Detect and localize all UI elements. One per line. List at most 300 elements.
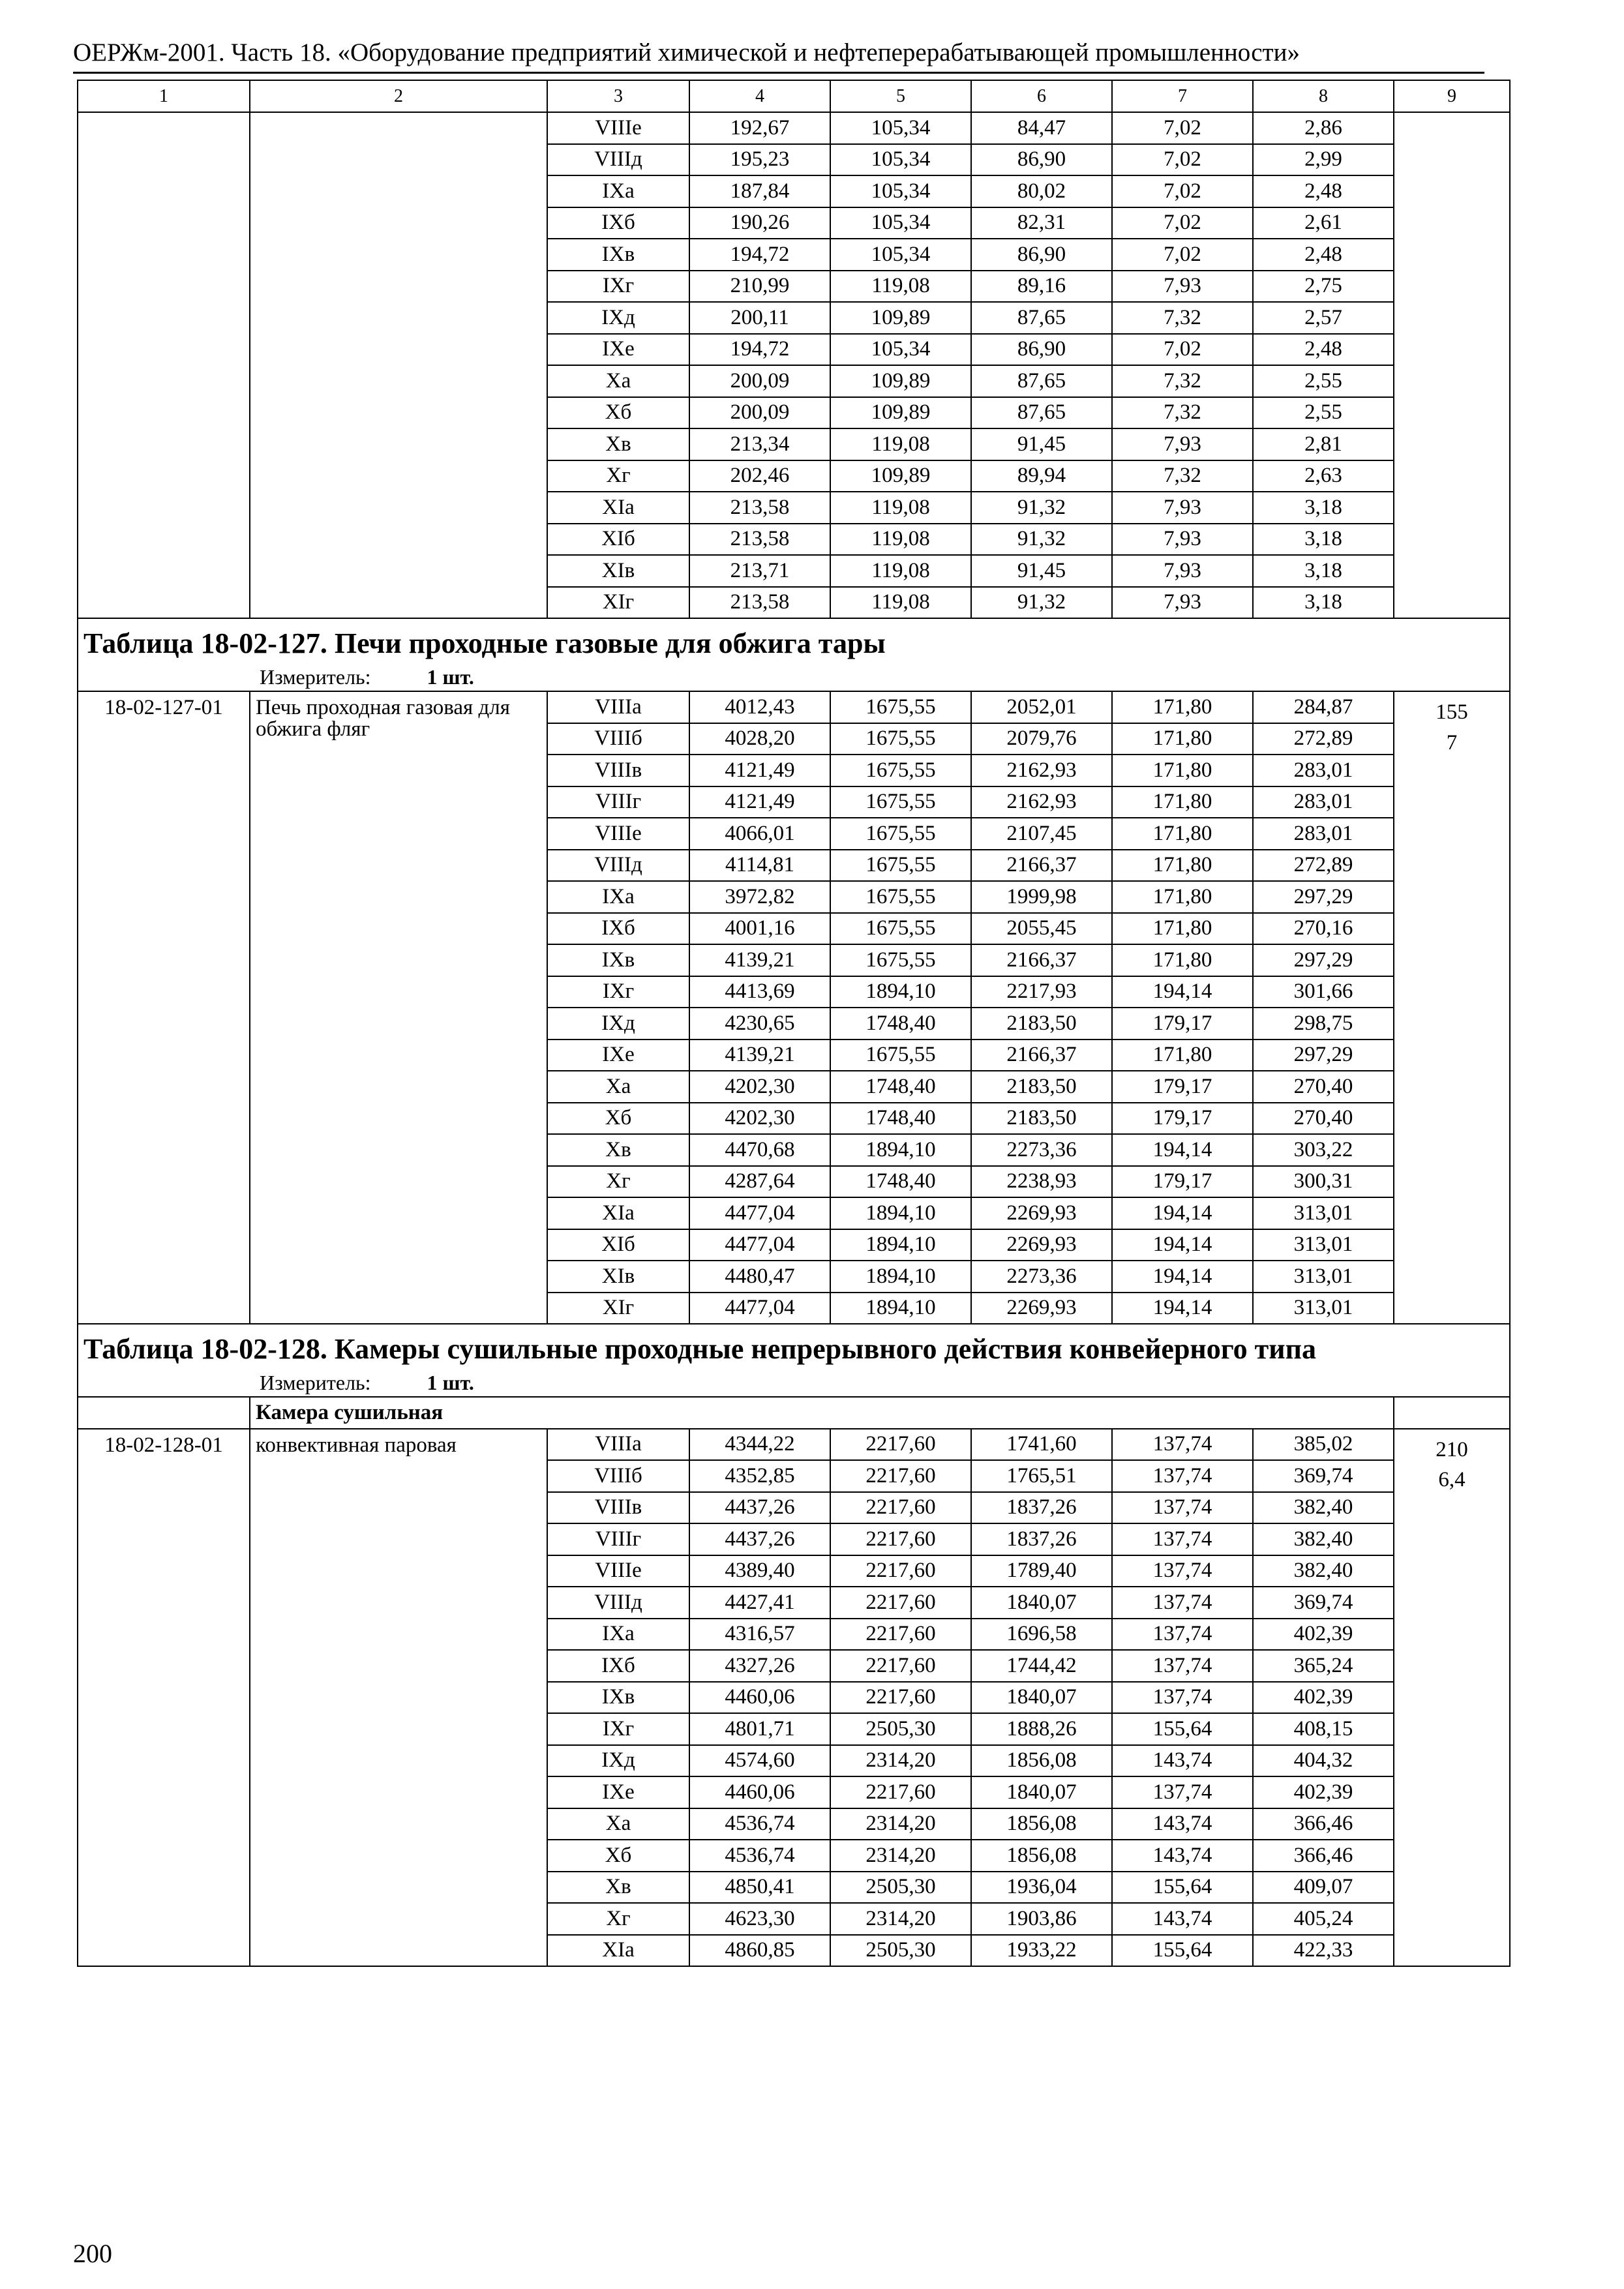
- value-cell: 4574,60: [689, 1745, 830, 1777]
- value-cell: 200,09: [689, 397, 830, 429]
- value-cell: 2,55: [1253, 365, 1394, 397]
- value-cell: 313,01: [1253, 1293, 1394, 1324]
- value-cell: 2217,60: [830, 1776, 971, 1808]
- value-cell: 4287,64: [689, 1166, 830, 1198]
- value-cell: 2183,50: [971, 1008, 1112, 1040]
- zone-cell: VIIIа: [547, 1429, 689, 1461]
- value-cell: 1675,55: [830, 818, 971, 850]
- value-cell: 2314,20: [830, 1840, 971, 1872]
- value-cell: 7,02: [1112, 144, 1253, 176]
- value-cell: 4801,71: [689, 1713, 830, 1745]
- zone-cell: Xб: [547, 1840, 689, 1872]
- value-cell: 91,45: [971, 428, 1112, 460]
- value-cell: 194,14: [1112, 1134, 1253, 1166]
- value-cell: 119,08: [830, 524, 971, 556]
- value-cell: 86,90: [971, 239, 1112, 271]
- value-cell: 2217,60: [830, 1682, 971, 1714]
- value-cell: 1675,55: [830, 723, 971, 755]
- value-cell: 4352,85: [689, 1460, 830, 1492]
- zone-cell: IXб: [547, 1650, 689, 1682]
- value-cell: 4437,26: [689, 1492, 830, 1524]
- column-number: 9: [1394, 80, 1510, 112]
- column-number-row: [78, 80, 1510, 112]
- value-cell: 171,80: [1112, 786, 1253, 818]
- value-cell: 1936,04: [971, 1872, 1112, 1904]
- zone-cell: IXд: [547, 1745, 689, 1777]
- value-cell: 105,34: [830, 239, 971, 271]
- value-cell: 2,81: [1253, 428, 1394, 460]
- value-cell: 2166,37: [971, 944, 1112, 976]
- subheading-code-cell: [78, 1397, 250, 1429]
- value-cell: 4437,26: [689, 1523, 830, 1555]
- value-cell: 213,71: [689, 555, 830, 587]
- value-cell: 2183,50: [971, 1071, 1112, 1103]
- zone-cell: IXб: [547, 913, 689, 945]
- value-cell: 1675,55: [830, 850, 971, 882]
- zone-cell: Xг: [547, 1166, 689, 1198]
- value-cell: 298,75: [1253, 1008, 1394, 1040]
- value-cell: 109,89: [830, 397, 971, 429]
- zone-cell: IXе: [547, 1776, 689, 1808]
- value-cell: 2,48: [1253, 175, 1394, 207]
- value-cell: 402,39: [1253, 1682, 1394, 1714]
- measure-line: [260, 663, 1509, 691]
- value-cell: 7,93: [1112, 555, 1253, 587]
- zone-cell: Xб: [547, 1103, 689, 1135]
- value-cell: 1675,55: [830, 913, 971, 945]
- value-cell: 1748,40: [830, 1103, 971, 1135]
- value-cell: 87,65: [971, 365, 1112, 397]
- column-number: 8: [1253, 80, 1394, 112]
- value-cell: 4344,22: [689, 1429, 830, 1461]
- value-cell: 272,89: [1253, 723, 1394, 755]
- value-cell: 91,45: [971, 555, 1112, 587]
- value-cell: 365,24: [1253, 1650, 1394, 1682]
- value-cell: 190,26: [689, 207, 830, 239]
- value-cell: 105,34: [830, 175, 971, 207]
- column-number: 1: [78, 80, 250, 112]
- subheading-row: [78, 1397, 1510, 1429]
- value-cell: 422,33: [1253, 1935, 1394, 1967]
- value-cell: 2162,93: [971, 786, 1112, 818]
- column-number: 6: [971, 80, 1112, 112]
- table-title: Таблица 18-02-127. Печи проходные газовые для обжига тары: [83, 627, 886, 659]
- column-number: 4: [689, 80, 830, 112]
- value-cell: 171,80: [1112, 944, 1253, 976]
- value-cell: 402,39: [1253, 1776, 1394, 1808]
- zone-cell: VIIIг: [547, 1523, 689, 1555]
- value-cell: 4114,81: [689, 850, 830, 882]
- zone-cell: IXв: [547, 239, 689, 271]
- value-cell: 1856,08: [971, 1840, 1112, 1872]
- value-cell: 2,99: [1253, 144, 1394, 176]
- value-cell: 171,80: [1112, 1040, 1253, 1071]
- value-cell: 1675,55: [830, 944, 971, 976]
- value-cell: 1999,98: [971, 881, 1112, 913]
- price-table: [77, 80, 1511, 1967]
- zone-cell: IXв: [547, 944, 689, 976]
- value-cell: 84,47: [971, 112, 1112, 144]
- zone-cell: VIIIа: [547, 691, 689, 723]
- value-cell: 4028,20: [689, 723, 830, 755]
- zone-cell: Xа: [547, 1808, 689, 1840]
- zone-cell: XIв: [547, 555, 689, 587]
- value-cell: 2107,45: [971, 818, 1112, 850]
- value-cell: 171,80: [1112, 913, 1253, 945]
- value-cell: 369,74: [1253, 1460, 1394, 1492]
- header-rule: [73, 72, 1484, 74]
- value-cell: 187,84: [689, 175, 830, 207]
- extra-value: 6,4: [1438, 1468, 1466, 1492]
- table-row: [78, 691, 1510, 723]
- value-cell: 4121,49: [689, 755, 830, 786]
- item-extra: [1394, 1429, 1510, 1967]
- value-cell: 301,66: [1253, 976, 1394, 1008]
- value-cell: 105,34: [830, 144, 971, 176]
- item-name: конвективная паровая: [250, 1429, 547, 1967]
- value-cell: 7,93: [1112, 271, 1253, 303]
- value-cell: 4477,04: [689, 1293, 830, 1324]
- value-cell: 1888,26: [971, 1713, 1112, 1745]
- value-cell: 2505,30: [830, 1872, 971, 1904]
- value-cell: 4427,41: [689, 1587, 830, 1619]
- value-cell: 313,01: [1253, 1261, 1394, 1293]
- value-cell: 2217,60: [830, 1523, 971, 1555]
- value-cell: 171,80: [1112, 755, 1253, 786]
- subheading-extra-cell: [1394, 1397, 1510, 1429]
- zone-cell: IXб: [547, 207, 689, 239]
- value-cell: 82,31: [971, 207, 1112, 239]
- zone-cell: IXд: [547, 302, 689, 334]
- value-cell: 4389,40: [689, 1555, 830, 1587]
- value-cell: 137,74: [1112, 1682, 1253, 1714]
- value-cell: 194,14: [1112, 1293, 1253, 1324]
- value-cell: 7,93: [1112, 524, 1253, 556]
- zone-cell: Xг: [547, 1903, 689, 1935]
- value-cell: 4316,57: [689, 1619, 830, 1651]
- value-cell: 2166,37: [971, 850, 1112, 882]
- value-cell: 1748,40: [830, 1166, 971, 1198]
- value-cell: 3972,82: [689, 881, 830, 913]
- value-cell: 119,08: [830, 492, 971, 524]
- zone-cell: IXа: [547, 881, 689, 913]
- value-cell: 283,01: [1253, 755, 1394, 786]
- zone-cell: Xг: [547, 460, 689, 492]
- value-cell: 2269,93: [971, 1197, 1112, 1229]
- value-cell: 89,16: [971, 271, 1112, 303]
- value-cell: 366,46: [1253, 1840, 1394, 1872]
- value-cell: 109,89: [830, 302, 971, 334]
- value-cell: 1837,26: [971, 1492, 1112, 1524]
- zone-cell: VIIIд: [547, 850, 689, 882]
- value-cell: 283,01: [1253, 786, 1394, 818]
- value-cell: 2,61: [1253, 207, 1394, 239]
- value-cell: 4139,21: [689, 944, 830, 976]
- value-cell: 283,01: [1253, 818, 1394, 850]
- measure-value: 1 шт.: [427, 665, 474, 689]
- value-cell: 7,02: [1112, 112, 1253, 144]
- value-cell: 3,18: [1253, 492, 1394, 524]
- value-cell: 2,86: [1253, 112, 1394, 144]
- zone-cell: IXв: [547, 1682, 689, 1714]
- zone-cell: IXа: [547, 175, 689, 207]
- value-cell: 2505,30: [830, 1713, 971, 1745]
- item-code: [78, 112, 250, 618]
- value-cell: 91,32: [971, 492, 1112, 524]
- table-title: Таблица 18-02-128. Камеры сушильные проходные непрерывного действия конвейерного типа: [83, 1333, 1316, 1365]
- value-cell: 2314,20: [830, 1903, 971, 1935]
- value-cell: 1894,10: [830, 976, 971, 1008]
- zone-cell: IXе: [547, 334, 689, 366]
- value-cell: 7,93: [1112, 492, 1253, 524]
- zone-cell: XIб: [547, 524, 689, 556]
- value-cell: 2217,60: [830, 1492, 971, 1524]
- value-cell: 2269,93: [971, 1293, 1112, 1324]
- value-cell: 4202,30: [689, 1071, 830, 1103]
- value-cell: 1675,55: [830, 786, 971, 818]
- column-number: 3: [547, 80, 689, 112]
- zone-cell: VIIIв: [547, 1492, 689, 1524]
- zone-cell: VIIIе: [547, 1555, 689, 1587]
- item-code: 18-02-128-01: [78, 1429, 250, 1967]
- extra-value: 210: [1436, 1437, 1468, 1461]
- value-cell: 202,46: [689, 460, 830, 492]
- value-cell: 119,08: [830, 587, 971, 619]
- value-cell: 179,17: [1112, 1008, 1253, 1040]
- zone-cell: XIг: [547, 1293, 689, 1324]
- value-cell: 119,08: [830, 555, 971, 587]
- value-cell: 385,02: [1253, 1429, 1394, 1461]
- value-cell: 4001,16: [689, 913, 830, 945]
- subheading: Камера сушильная: [250, 1397, 1394, 1429]
- value-cell: 4413,69: [689, 976, 830, 1008]
- zone-cell: XIа: [547, 1197, 689, 1229]
- zone-cell: IXд: [547, 1008, 689, 1040]
- measure-value: 1 шт.: [427, 1371, 474, 1394]
- value-cell: 171,80: [1112, 691, 1253, 723]
- zone-cell: IXг: [547, 976, 689, 1008]
- value-cell: 1894,10: [830, 1197, 971, 1229]
- value-cell: 7,32: [1112, 365, 1253, 397]
- zone-cell: XIа: [547, 1935, 689, 1967]
- value-cell: 1840,07: [971, 1682, 1112, 1714]
- measure-label: Измеритель:: [260, 1371, 371, 1394]
- value-cell: 194,14: [1112, 1197, 1253, 1229]
- value-cell: 408,15: [1253, 1713, 1394, 1745]
- value-cell: 4460,06: [689, 1682, 830, 1714]
- value-cell: 297,29: [1253, 1040, 1394, 1071]
- zone-cell: XIв: [547, 1261, 689, 1293]
- value-cell: 405,24: [1253, 1903, 1394, 1935]
- value-cell: 1840,07: [971, 1776, 1112, 1808]
- value-cell: 192,67: [689, 112, 830, 144]
- value-cell: 409,07: [1253, 1872, 1394, 1904]
- value-cell: 1856,08: [971, 1808, 1112, 1840]
- value-cell: 155,64: [1112, 1713, 1253, 1745]
- value-cell: 137,74: [1112, 1650, 1253, 1682]
- value-cell: 137,74: [1112, 1429, 1253, 1461]
- value-cell: 194,14: [1112, 976, 1253, 1008]
- value-cell: 137,74: [1112, 1523, 1253, 1555]
- value-cell: 2217,60: [830, 1460, 971, 1492]
- zone-cell: Xб: [547, 397, 689, 429]
- value-cell: 1741,60: [971, 1429, 1112, 1461]
- value-cell: 1675,55: [830, 755, 971, 786]
- table-row: [78, 1429, 1510, 1461]
- value-cell: 213,58: [689, 492, 830, 524]
- value-cell: 369,74: [1253, 1587, 1394, 1619]
- value-cell: 200,09: [689, 365, 830, 397]
- value-cell: 195,23: [689, 144, 830, 176]
- value-cell: 89,94: [971, 460, 1112, 492]
- column-number: 7: [1112, 80, 1253, 112]
- value-cell: 1696,58: [971, 1619, 1112, 1651]
- value-cell: 4536,74: [689, 1808, 830, 1840]
- value-cell: 105,34: [830, 207, 971, 239]
- value-cell: 2217,60: [830, 1555, 971, 1587]
- value-cell: 2217,60: [830, 1587, 971, 1619]
- value-cell: 4623,30: [689, 1903, 830, 1935]
- value-cell: 2166,37: [971, 1040, 1112, 1071]
- value-cell: 3,18: [1253, 587, 1394, 619]
- value-cell: 194,14: [1112, 1261, 1253, 1293]
- value-cell: 143,74: [1112, 1745, 1253, 1777]
- value-cell: 2079,76: [971, 723, 1112, 755]
- value-cell: 2,48: [1253, 334, 1394, 366]
- item-extra: [1394, 691, 1510, 1324]
- value-cell: 2505,30: [830, 1935, 971, 1967]
- zone-cell: VIIIб: [547, 1460, 689, 1492]
- value-cell: 2162,93: [971, 755, 1112, 786]
- value-cell: 87,65: [971, 302, 1112, 334]
- value-cell: 1894,10: [830, 1229, 971, 1261]
- extra-value: 155: [1436, 700, 1468, 724]
- zone-cell: VIIIе: [547, 818, 689, 850]
- measure-label: Измеритель:: [260, 665, 371, 689]
- value-cell: 143,74: [1112, 1903, 1253, 1935]
- value-cell: 155,64: [1112, 1872, 1253, 1904]
- value-cell: 1765,51: [971, 1460, 1112, 1492]
- zone-cell: IXг: [547, 271, 689, 303]
- value-cell: 7,32: [1112, 460, 1253, 492]
- value-cell: 382,40: [1253, 1492, 1394, 1524]
- value-cell: 284,87: [1253, 691, 1394, 723]
- zone-cell: Xв: [547, 1872, 689, 1904]
- value-cell: 2217,93: [971, 976, 1112, 1008]
- value-cell: 303,22: [1253, 1134, 1394, 1166]
- value-cell: 382,40: [1253, 1523, 1394, 1555]
- value-cell: 1789,40: [971, 1555, 1112, 1587]
- value-cell: 382,40: [1253, 1555, 1394, 1587]
- zone-cell: Xв: [547, 428, 689, 460]
- zone-cell: Xа: [547, 365, 689, 397]
- value-cell: 1894,10: [830, 1134, 971, 1166]
- measure-line: [260, 1369, 1509, 1396]
- value-cell: 4480,47: [689, 1261, 830, 1293]
- value-cell: 3,18: [1253, 524, 1394, 556]
- table-title-cell: [78, 618, 1510, 691]
- value-cell: 4477,04: [689, 1229, 830, 1261]
- value-cell: 86,90: [971, 144, 1112, 176]
- value-cell: 7,32: [1112, 397, 1253, 429]
- zone-cell: VIIIг: [547, 786, 689, 818]
- value-cell: 402,39: [1253, 1619, 1394, 1651]
- value-cell: 2314,20: [830, 1808, 971, 1840]
- value-cell: 272,89: [1253, 850, 1394, 882]
- value-cell: 1675,55: [830, 881, 971, 913]
- column-number: 2: [250, 80, 547, 112]
- value-cell: 7,93: [1112, 587, 1253, 619]
- value-cell: 91,32: [971, 587, 1112, 619]
- value-cell: 1840,07: [971, 1587, 1112, 1619]
- value-cell: 2273,36: [971, 1261, 1112, 1293]
- value-cell: 179,17: [1112, 1103, 1253, 1135]
- value-cell: 4536,74: [689, 1840, 830, 1872]
- value-cell: 4460,06: [689, 1776, 830, 1808]
- value-cell: 137,74: [1112, 1555, 1253, 1587]
- zone-cell: XIг: [547, 587, 689, 619]
- value-cell: 200,11: [689, 302, 830, 334]
- zone-cell: IXг: [547, 1713, 689, 1745]
- value-cell: 297,29: [1253, 881, 1394, 913]
- value-cell: 4470,68: [689, 1134, 830, 1166]
- value-cell: 2314,20: [830, 1745, 971, 1777]
- value-cell: 313,01: [1253, 1229, 1394, 1261]
- value-cell: 4139,21: [689, 1040, 830, 1071]
- value-cell: 1903,86: [971, 1903, 1112, 1935]
- value-cell: 7,93: [1112, 428, 1253, 460]
- value-cell: 366,46: [1253, 1808, 1394, 1840]
- value-cell: 171,80: [1112, 850, 1253, 882]
- value-cell: 1748,40: [830, 1008, 971, 1040]
- value-cell: 2217,60: [830, 1619, 971, 1651]
- table-title-row: [78, 1324, 1510, 1397]
- value-cell: 109,89: [830, 460, 971, 492]
- column-number: 5: [830, 80, 971, 112]
- value-cell: 137,74: [1112, 1619, 1253, 1651]
- value-cell: 404,32: [1253, 1745, 1394, 1777]
- table-title-row: [78, 618, 1510, 691]
- value-cell: 194,14: [1112, 1229, 1253, 1261]
- item-name: [250, 112, 547, 618]
- value-cell: 4850,41: [689, 1872, 830, 1904]
- value-cell: 313,01: [1253, 1197, 1394, 1229]
- value-cell: 137,74: [1112, 1587, 1253, 1619]
- value-cell: 194,72: [689, 239, 830, 271]
- value-cell: 1856,08: [971, 1745, 1112, 1777]
- value-cell: 7,02: [1112, 207, 1253, 239]
- zone-cell: VIIIд: [547, 144, 689, 176]
- value-cell: 171,80: [1112, 881, 1253, 913]
- value-cell: 171,80: [1112, 818, 1253, 850]
- value-cell: 1894,10: [830, 1261, 971, 1293]
- value-cell: 119,08: [830, 428, 971, 460]
- zone-cell: Xа: [547, 1071, 689, 1103]
- value-cell: 270,16: [1253, 913, 1394, 945]
- value-cell: 109,89: [830, 365, 971, 397]
- value-cell: 4477,04: [689, 1197, 830, 1229]
- value-cell: 86,90: [971, 334, 1112, 366]
- value-cell: 2,75: [1253, 271, 1394, 303]
- value-cell: 2183,50: [971, 1103, 1112, 1135]
- zone-cell: VIIIб: [547, 723, 689, 755]
- value-cell: 2052,01: [971, 691, 1112, 723]
- value-cell: 105,34: [830, 334, 971, 366]
- value-cell: 137,74: [1112, 1776, 1253, 1808]
- value-cell: 105,34: [830, 112, 971, 144]
- value-cell: 1837,26: [971, 1523, 1112, 1555]
- value-cell: 137,74: [1112, 1492, 1253, 1524]
